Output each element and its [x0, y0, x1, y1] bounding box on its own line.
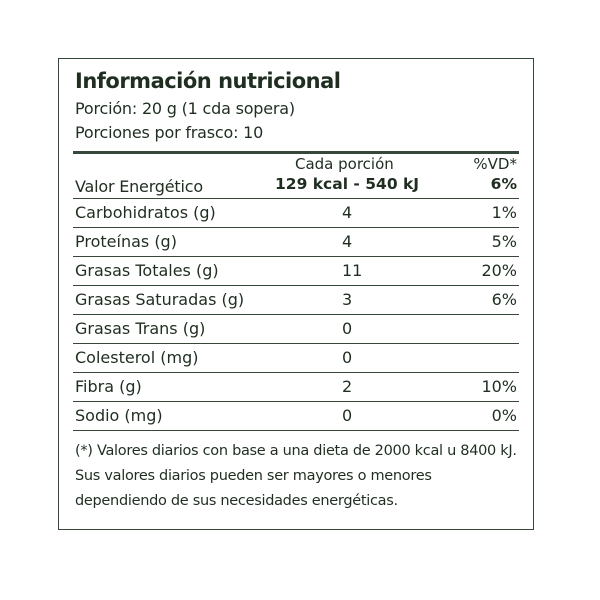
portion-text: Porción: 20 g (1 cda sopera) [75, 99, 295, 118]
table-row [73, 256, 519, 286]
nutrient-dv: 1% [491, 203, 517, 222]
nutrient-dv: 0% [491, 406, 517, 425]
nutrient-name: Colesterol (mg) [75, 348, 199, 367]
energy-label: Valor Energético [75, 177, 203, 196]
nutrient-name: Grasas Totales (g) [75, 261, 219, 280]
nutrient-name: Carbohidratos (g) [75, 203, 216, 222]
table-row [73, 198, 519, 228]
nutrient-name: Proteínas (g) [75, 232, 177, 251]
nutrient-dv: 6% [491, 290, 517, 309]
nutrient-name: Fibra (g) [75, 377, 142, 396]
table-row [73, 227, 519, 257]
nutrition-label [58, 58, 534, 530]
header-rule [73, 151, 519, 154]
table-row [73, 285, 519, 315]
dv-heading: %VD* [473, 155, 517, 173]
nutrient-dv: 20% [481, 261, 517, 280]
nutrient-name: Grasas Trans (g) [75, 319, 206, 338]
table-row [73, 401, 519, 431]
nutrient-amount: 11 [342, 261, 363, 280]
nutrient-amount: 0 [342, 348, 353, 367]
footnote: (*) Valores diarios con base a una dieta de 2000 kcal u 8400 kJ. Sus valores diarios pueden ser mayores o menores dependiendo de sus necesidades energéticas. [75, 443, 517, 509]
nutrient-amount: 4 [342, 203, 353, 222]
nutrient-amount: 2 [342, 377, 353, 396]
nutrient-name: Sodio (mg) [75, 406, 163, 425]
energy-dv: 6% [490, 175, 517, 193]
nutrient-name: Grasas Saturadas (g) [75, 290, 245, 309]
nutrient-amount: 0 [342, 319, 353, 338]
per-serving-heading: Cada porción [295, 155, 394, 173]
nutrient-dv: 5% [491, 232, 517, 251]
nutrient-amount: 4 [342, 232, 353, 251]
servings-text: Porciones por frasco: 10 [75, 123, 264, 142]
label-title: Información nutricional [75, 69, 341, 93]
nutrient-amount: 0 [342, 406, 353, 425]
nutrient-amount: 3 [342, 290, 353, 309]
footnote-rule [73, 430, 519, 431]
table-row [73, 314, 519, 344]
energy-value: 129 kcal - 540 kJ [275, 175, 420, 193]
nutrient-dv: 10% [481, 377, 517, 396]
table-row [73, 372, 519, 402]
table-row [73, 343, 519, 373]
